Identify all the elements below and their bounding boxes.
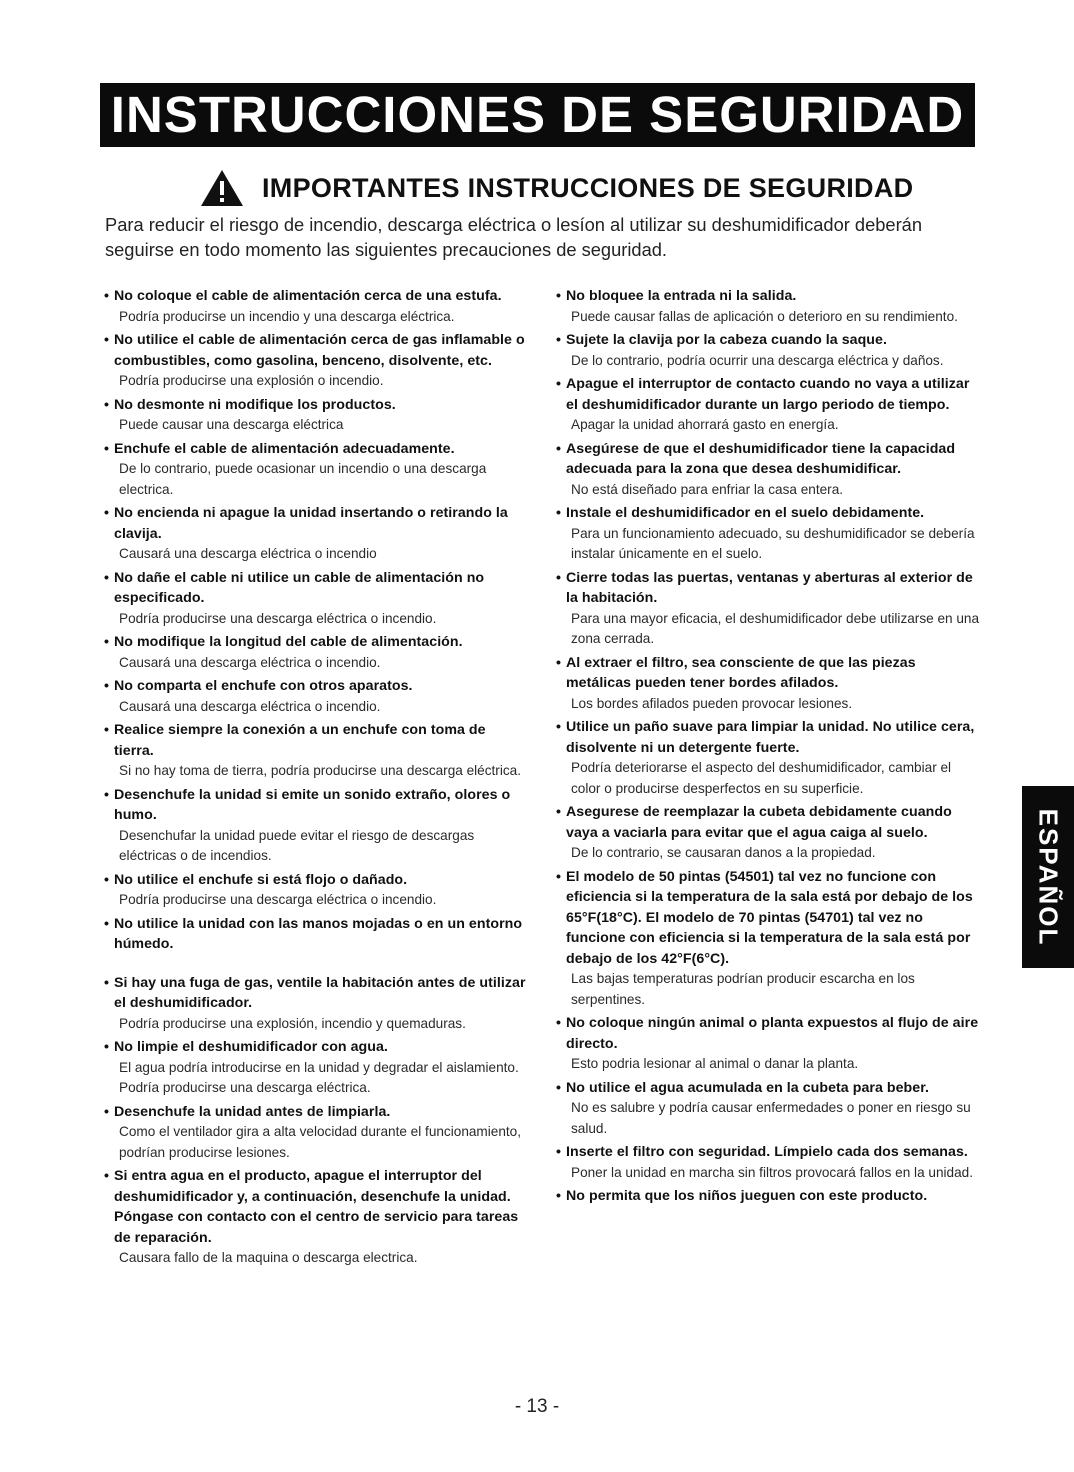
item-title: • Utilice un paño suave para limpiar la unidad. No utilice cera, disolvente ni un detergente fuerte. xyxy=(554,717,984,758)
safety-item xyxy=(102,1037,527,1099)
item-title: • Si hay una fuga de gas, ventile la habitación antes de utilizar el deshumidificador. xyxy=(102,973,527,1014)
safety-item xyxy=(102,1166,527,1269)
safety-item xyxy=(554,653,984,715)
item-description: De lo contrario, podría ocurrir una descarga eléctrica y daños. xyxy=(571,352,944,368)
item-description: No es salubre y podría causar enfermedades o poner en riesgo su salud. xyxy=(571,1100,971,1136)
item-title: • No dañe el cable ni utilice un cable de alimentación no especificado. xyxy=(102,568,527,609)
item-title: • No comparta el enchufe con otros aparatos. xyxy=(102,676,527,697)
item-title: • Al extraer el filtro, sea consciente de que las piezas metálicas pueden tener bordes afilados. xyxy=(554,653,984,694)
safety-item xyxy=(554,286,984,327)
item-title: • No permita que los niños jueguen con este producto. xyxy=(554,1186,984,1207)
safety-item xyxy=(554,1078,984,1140)
item-title: • Enchufe el cable de alimentación adecuadamente. xyxy=(102,439,527,460)
item-title: • No bloquee la entrada ni la salida. xyxy=(554,286,984,307)
safety-item xyxy=(102,286,527,327)
item-description: Esto podria lesionar al animal o danar la planta. xyxy=(571,1056,859,1071)
item-description: Poner la unidad en marcha sin filtros provocará fallos en la unidad. xyxy=(571,1164,974,1180)
page-number: - 13 - xyxy=(514,1396,560,1417)
item-description: El agua podría introducirse en la unidad y degradar el aislamiento. Podría producirse una descarga eléctrica. xyxy=(119,1059,519,1095)
safety-item xyxy=(554,503,984,565)
item-title: • Asegúrese de que el deshumidificador tiene la capacidad adecuada para la zona que desea deshumidificar. xyxy=(554,439,984,480)
item-title: • No encienda ni apague la unidad insertando o retirando la clavija. xyxy=(102,503,527,544)
item-description: Las bajas temperaturas podrían producir escarcha en los serpentines. xyxy=(571,971,915,1007)
item-description: De lo contrario, se causaran danos a la propiedad. xyxy=(571,845,876,860)
item-title: • Cierre todas las puertas, ventanas y aberturas al exterior de la habitación. xyxy=(554,568,984,609)
item-description: Podría producirse una descarga eléctrica o incendio. xyxy=(119,610,437,626)
item-description: Podría producirse un incendio y una descarga eléctrica. xyxy=(119,308,455,324)
safety-item xyxy=(554,717,984,799)
safety-item xyxy=(102,439,527,501)
item-description: Causará una descarga eléctrica o incendio xyxy=(119,546,377,561)
item-title: • Realice siempre la conexión a un enchufe con toma de tierra. xyxy=(102,720,527,761)
item-title: • Apague el interruptor de contacto cuando no vaya a utilizar el deshumidificador durante un largo periodo de tiempo. xyxy=(554,374,984,415)
item-description: Los bordes afilados pueden provocar lesiones. xyxy=(571,695,853,711)
safety-item xyxy=(554,867,984,1011)
item-title: • No utilice la unidad con las manos mojadas o en un entorno húmedo. xyxy=(102,914,527,955)
language-side-tab xyxy=(1022,786,1074,968)
item-title: • No limpie el deshumidificador con agua. xyxy=(102,1037,527,1058)
item-description: Desenchufar la unidad puede evitar el riesgo de descargas eléctricas o de incendios. xyxy=(119,827,475,863)
safety-item xyxy=(554,1186,984,1207)
item-title: • No coloque ningún animal o planta expuestos al flujo de aire directo. xyxy=(554,1013,984,1054)
item-description: Podría producirse una descarga eléctrica o incendio. xyxy=(119,892,437,907)
item-description: Podría deteriorarse el aspecto del deshumidificador, cambiar el color o producirse desperfectos en su superficie. xyxy=(571,760,952,796)
safety-item xyxy=(554,439,984,501)
safety-item xyxy=(102,395,527,436)
language-label: ESPAÑOL xyxy=(1033,808,1064,946)
safety-item xyxy=(554,802,984,864)
item-title: • Instale el deshumidificador en el suelo debidamente. xyxy=(554,503,984,524)
safety-item xyxy=(102,330,527,392)
safety-item xyxy=(102,785,527,867)
item-description: Para un funcionamiento adecuado, su deshumidificador se debería instalar únicamente en el suelo. xyxy=(571,525,975,561)
item-description: Podría producirse una explosión, incendio y quemaduras. xyxy=(119,1015,466,1031)
safety-item xyxy=(554,330,984,371)
safety-item xyxy=(102,914,527,955)
left-column xyxy=(102,286,527,1272)
safety-item xyxy=(554,1142,984,1183)
safety-item xyxy=(102,632,527,673)
intro-paragraph: Para reducir el riesgo de incendio, descarga eléctrica o lesíon al utilizar su deshumidificador deberán seguirse en todo momento las siguientes precauciones de seguridad. xyxy=(105,214,923,260)
safety-item xyxy=(102,973,527,1035)
item-title: • El modelo de 50 pintas (54501) tal vez no funcione con eficiencia si la temperatura de la sala está por debajo de los 65°F(18°C). El modelo de 70 pintas (54701) tal vez no funcione con eficiencia si la temperatura de la sala está por debajo de los 42°F(6°C). xyxy=(554,867,984,970)
item-description: No está diseñado para enfriar la casa entera. xyxy=(571,481,844,497)
item-description: Causara fallo de la maquina o descarga electrica. xyxy=(119,1250,418,1265)
warning-triangle-icon xyxy=(200,169,244,207)
item-description: Para una mayor eficacia, el deshumidificador debe utilizarse en una zona cerrada. xyxy=(571,610,980,646)
item-title: • No utilice el agua acumulada en la cubeta para beber. xyxy=(554,1078,984,1099)
item-description: Si no hay toma de tierra, podría producirse una descarga eléctrica. xyxy=(119,763,521,778)
item-title: • No utilice el enchufe si está flojo o dañado. xyxy=(102,870,527,891)
item-description: De lo contrario, puede ocasionar un incendio o una descarga electrica. xyxy=(119,461,487,497)
item-description: Causará una descarga eléctrica o incendio. xyxy=(119,698,381,714)
item-title: • Si entra agua en el producto, apague el interruptor del deshumidificador y, a continuación, desenchufe la unidad. Póngase con contacto con el centro de servicio para tareas de reparación. xyxy=(102,1166,527,1248)
item-title: • Asegurese de reemplazar la cubeta debidamente cuando vaya a vaciarla para evitar que el agua caiga al suelo. xyxy=(554,802,984,843)
safety-item xyxy=(102,870,527,911)
item-title: • No coloque el cable de alimentación cerca de una estufa. xyxy=(102,286,527,307)
item-description: Puede causar una descarga eléctrica xyxy=(119,417,344,432)
item-description: Apagar la unidad ahorrará gasto en energía. xyxy=(571,417,839,432)
page-subtitle: IMPORTANTES INSTRUCCIONES DE SEGURIDAD xyxy=(262,172,914,203)
item-title: • Desenchufe la unidad antes de limpiarla. xyxy=(102,1102,527,1123)
right-column xyxy=(554,286,984,1210)
item-title: • No utilice el cable de alimentación cerca de gas inflamable o combustibles, como gasolina, benceno, disolvente, etc. xyxy=(102,330,527,371)
safety-item xyxy=(554,568,984,650)
item-title: • Desenchufe la unidad si emite un sonido extraño, olores o humo. xyxy=(102,785,527,826)
safety-item xyxy=(102,503,527,565)
item-title: • Sujete la clavija por la cabeza cuando la saque. xyxy=(554,330,984,351)
item-description: Puede causar fallas de aplicación o deterioro en su rendimiento. xyxy=(571,308,958,324)
safety-item xyxy=(554,1013,984,1075)
item-title: • No modifique la longitud del cable de alimentación. xyxy=(102,632,527,653)
item-description: Como el ventilador gira a alta velocidad durante el funcionamiento, podrían producirse lesiones. xyxy=(119,1124,522,1160)
banner-title: INSTRUCCIONES DE SEGURIDAD xyxy=(100,83,975,147)
safety-item xyxy=(102,720,527,782)
item-description: Podría producirse una explosión o incendio. xyxy=(119,373,384,388)
item-description: Causará una descarga eléctrica o incendio. xyxy=(119,654,381,670)
item-title: • No desmonte ni modifique los productos. xyxy=(102,395,527,416)
safety-item xyxy=(554,374,984,436)
safety-item xyxy=(102,1102,527,1164)
item-title: • Inserte el filtro con seguridad. Límpielo cada dos semanas. xyxy=(554,1142,984,1163)
subtitle-row xyxy=(200,168,913,208)
safety-item xyxy=(102,676,527,717)
safety-item xyxy=(102,568,527,630)
